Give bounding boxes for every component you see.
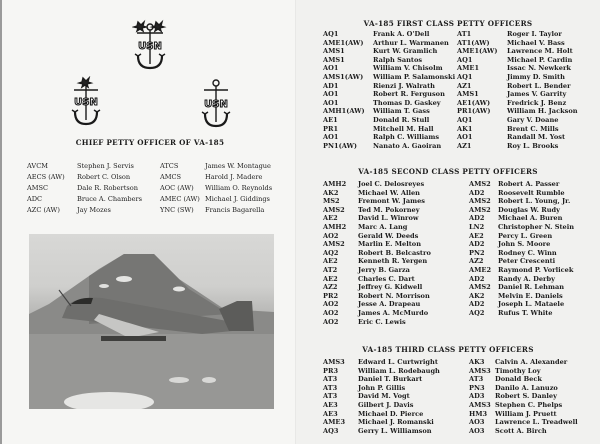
rate: AQ3 [323,426,339,435]
second-class-title: VA-185 SECOND CLASS PETTY OFFICERS [358,167,538,176]
rate: AQ1 [457,72,473,81]
rate: AME2 [469,265,492,274]
rate: AMS3 [469,366,491,375]
officer-name: Ted M. Pokorney [358,205,420,214]
officer-name: Marlin E. Melton [358,240,421,249]
rate: AO2 [323,317,339,326]
rate: AMEC (AW) [160,195,200,203]
rate: AT3 [323,392,338,401]
officer-name: Joseph L. Mataele [498,300,565,309]
rate: AK3 [469,358,485,366]
officer-name: David L. Winrow [358,214,419,223]
roster-row [27,194,292,205]
rate: AT3 [469,375,484,384]
officer-name: Dale R. Robertson [77,184,138,192]
rate: AME1(AW) [323,38,364,47]
rate: AMS2 [469,180,491,188]
insignia-label: USN [138,41,162,52]
rate: PN2 [469,248,485,257]
officer-name: Jerry B. Garza [358,265,410,274]
rate: AVCM [27,162,48,170]
rate: HM3 [469,409,488,418]
rate: AE3 [323,409,338,418]
rate: PR1 [323,124,339,133]
officer-name: Michael D. Pierce [358,409,424,418]
rate: AE3 [323,400,338,409]
officer-name: Jay Mozes [77,206,111,214]
rate: AK2 [323,188,339,197]
rate: AT2 [323,265,338,274]
officer-name: Francis Bagarella [205,206,265,214]
rate: AD2 [469,188,485,197]
officer-name: Issac N. Newkerk [507,64,571,73]
officer-name: Michael W. Allen [358,188,420,197]
third-class-title: VA-185 THIRD CLASS PETTY OFFICERS [362,345,534,354]
rate: AE1(AW) [457,98,491,107]
rate: PR1(AW) [457,107,491,116]
officer-name: John P. Gillis [358,383,406,392]
rate: AD3 [469,392,485,401]
officer-name: Danilo A. Lanuzo [495,383,558,392]
officer-name: Rienzi J. Walrath [373,81,435,90]
rate: AMS2 [469,197,491,206]
rate: AO3 [469,418,485,427]
officer-name: Christopher N. Stein [498,222,575,231]
officer-name: William L. Rodebaugh [358,366,440,375]
officer-name: Mitchell M. Hall [373,124,434,133]
officer-name: William T. Gass [373,107,430,116]
rate: PN1(AW) [323,141,358,150]
rate: AMS2 [323,205,345,214]
rate: AQ2 [323,248,339,257]
officer-name: Jesse A. Drapeau [358,300,421,309]
officer-name: Lawrence L. Treadwell [495,418,578,427]
rate: AQ1 [323,30,339,38]
officer-name: Robert R. Ferguson [373,90,445,99]
chief-petty-officers-title: CHIEF PETTY OFFICER OF VA-185 [75,138,225,147]
officer-name: Michael A. Buren [498,214,563,223]
officer-name: John S. Moore [498,240,551,249]
officer-name: Stephen C. Phelps [495,400,563,409]
officer-name: Gerry L. Williamson [358,426,432,435]
officer-name: Kenneth R. Yergen [358,257,428,266]
rate: AO1 [323,133,339,142]
rate: AZ1 [457,81,472,90]
rate: AE2 [323,214,338,223]
rate: AE2 [469,231,484,240]
officer-name: Ralph Santos [373,55,423,64]
officer-name: Robert S. Danley [495,392,557,401]
rate: AO1 [323,98,339,107]
officer-name: James W. Montague [205,162,271,170]
rate: AMS1 [323,47,345,56]
left-page [0,0,296,444]
roster-row [27,161,292,172]
rate: AO3 [469,426,485,435]
officer-name: Robert A. Passer [498,180,560,188]
officer-name: William J. Pruett [495,409,557,418]
officer-name: Brent C. Mills [507,124,559,133]
roster-row [27,183,292,194]
officer-name: Daniel R. Lehman [498,283,565,292]
rate: AE1 [323,115,338,124]
officer-name: Robert L. Young, Jr. [498,197,571,206]
officer-name: Arthur L. Warmanen [373,38,449,47]
officer-name: Michael P. Cardin [507,55,573,64]
rate: AE2 [323,257,338,266]
officer-name: Randy A. Derby [498,274,555,283]
officer-name: Robert N. Morrison [358,291,430,300]
rate: AT1 [457,30,472,38]
officer-name: William H. Jackson [507,107,578,116]
rate: AO1 [323,90,339,99]
rate: AMH1(AW) [323,107,365,116]
officer-name: Donald R. Stull [373,115,430,124]
aircraft-over-mountain-photo [29,234,274,409]
rate: AMH2 [323,180,347,188]
officer-name: William O. Reynolds [205,184,273,192]
rate: AD2 [469,300,485,309]
rate: AECS (AW) [27,173,65,181]
rate: AQ1 [457,55,473,64]
rate: AK1 [457,124,473,133]
rate: AO2 [323,300,339,309]
rate: AME1(AW) [457,47,498,56]
rate: AZ2 [469,257,484,266]
master-chief-anchor-insignia [70,76,102,128]
rate: AMS3 [323,358,345,366]
rate: AZ1 [457,141,472,150]
officer-name: Frank A. O'Dell [373,30,430,38]
officer-name: Daniel T. Burkart [358,375,423,384]
officer-name: Rufus T. White [498,308,553,317]
rate: PN3 [469,383,485,392]
officer-name: Scott A. Birch [495,426,547,435]
rate: AZ2 [323,283,338,292]
officer-name: William P. Salamonski [373,72,456,81]
officer-name: Robert L. Bender [507,81,571,90]
officer-name: Michael V. Bass [507,38,565,47]
rate: AQ2 [469,308,485,317]
officer-name: David M. Vogt [358,392,410,401]
officer-name: Calvin A. Alexander [495,358,568,366]
rate: AMS2 [323,240,345,249]
rate: AMSC [27,184,49,192]
rate: AD2 [469,214,485,223]
rate: AMS3 [469,400,491,409]
rate: ATCS [160,162,179,170]
rate: AOC (AW) [160,184,194,192]
rate: AD2 [469,274,485,283]
officer-name: Harold J. Madere [205,173,263,181]
rate: YNC (SW) [160,206,194,214]
officer-name: Bruce A. Chambers [77,195,143,203]
officer-name: Robert C. Olson [77,173,131,181]
officer-name: Gilbert J. Davis [358,400,414,409]
rate: MS2 [323,197,340,206]
officer-name: Roosevelt Rumble [498,188,565,197]
officer-name: Marc A. Lang [358,222,408,231]
rate: AME3 [323,418,346,427]
roster-row [27,205,292,216]
officer-name: Michael J. Giddings [205,195,270,203]
officer-name: Robert B. Belcastro [358,248,431,257]
officer-name: James V. Garrity [507,90,567,99]
rate: AD1 [323,81,339,90]
rate: AT3 [323,375,338,384]
rate: AK2 [469,291,485,300]
officer-name: Stephen J. Servis [77,162,134,170]
officer-name: Donald Beck [495,375,542,384]
officer-name: Douglas W. Rudy [498,205,560,214]
rate: AO1 [457,133,473,142]
officer-name: Jimmy D. Smith [507,72,565,81]
officer-name: Joel C. Delosreyes [358,180,425,188]
officer-name: Roy L. Brooks [507,141,559,150]
rate: AT1(AW) [457,38,490,47]
officer-name: Randall M. Yost [507,133,566,142]
rate: AMCS [160,173,182,181]
rate: AMS2 [469,205,491,214]
officer-name: Fredrick J. Benz [507,98,567,107]
officer-name: Percy L. Green [498,231,553,240]
rate: AO1 [323,64,339,73]
rate: AMS1(AW) [323,72,364,81]
officer-name: Ralph C. Williams [373,133,440,142]
officer-name: Roger I. Taylor [507,30,562,38]
officer-name: James A. McMurdo [358,308,429,317]
officer-name: Edward L. Curtwright [358,358,438,366]
officer-name: Gary V. Doane [507,115,559,124]
rate: AQ1 [457,115,473,124]
rate: PR2 [323,291,339,300]
rate: AT3 [323,383,338,392]
officer-name: Rodney C. Winn [498,248,557,257]
insignia-label: USN [74,97,98,108]
rate: AME1 [457,64,480,73]
right-page [296,0,600,444]
rate: AMS1 [323,55,345,64]
senior-chief-anchor-insignia [132,18,168,72]
rate: AMH2 [323,222,347,231]
rate: AO2 [323,231,339,240]
rate: AZC (AW) [27,206,60,214]
chief-petty-officers-roster [27,161,292,216]
rate: LN2 [469,222,485,231]
officer-name: Nanato A. Gaoiran [373,141,442,150]
rate: PR3 [323,366,339,375]
rate: AD2 [469,240,485,249]
rate: AE2 [323,274,338,283]
chief-anchor-insignia [200,78,232,130]
rate: AO2 [323,308,339,317]
rate: ADC [27,195,43,203]
rate: AMS2 [469,283,491,292]
officer-name: Fremont W. James [358,197,425,206]
officer-name: William V. Chisolm [373,64,443,73]
officer-name: Michael J. Romanski [358,418,434,427]
officer-name: Timothy Loy [495,366,541,375]
rate: AMS1 [457,90,479,99]
officer-name: Eric C. Lewis [358,317,406,326]
insignia-label: USN [204,99,228,110]
officer-name: Raymond P. Vorlicek [498,265,574,274]
roster-row [27,172,292,183]
officer-name: Gerald W. Deeds [358,231,419,240]
officer-name: Jeffrey G. Kidwell [358,283,423,292]
officer-name: Charles C. Dart [358,274,415,283]
first-class-title: VA-185 FIRST CLASS PETTY OFFICERS [363,19,533,28]
officer-name: Melvin E. Daniels [498,291,563,300]
officer-name: Thomas D. Gaskey [373,98,441,107]
officer-name: Kurt W. Gramlich [373,47,438,56]
officer-name: Lawrence M. Holt [507,47,573,56]
officer-name: Peter Crescenti [498,257,556,266]
